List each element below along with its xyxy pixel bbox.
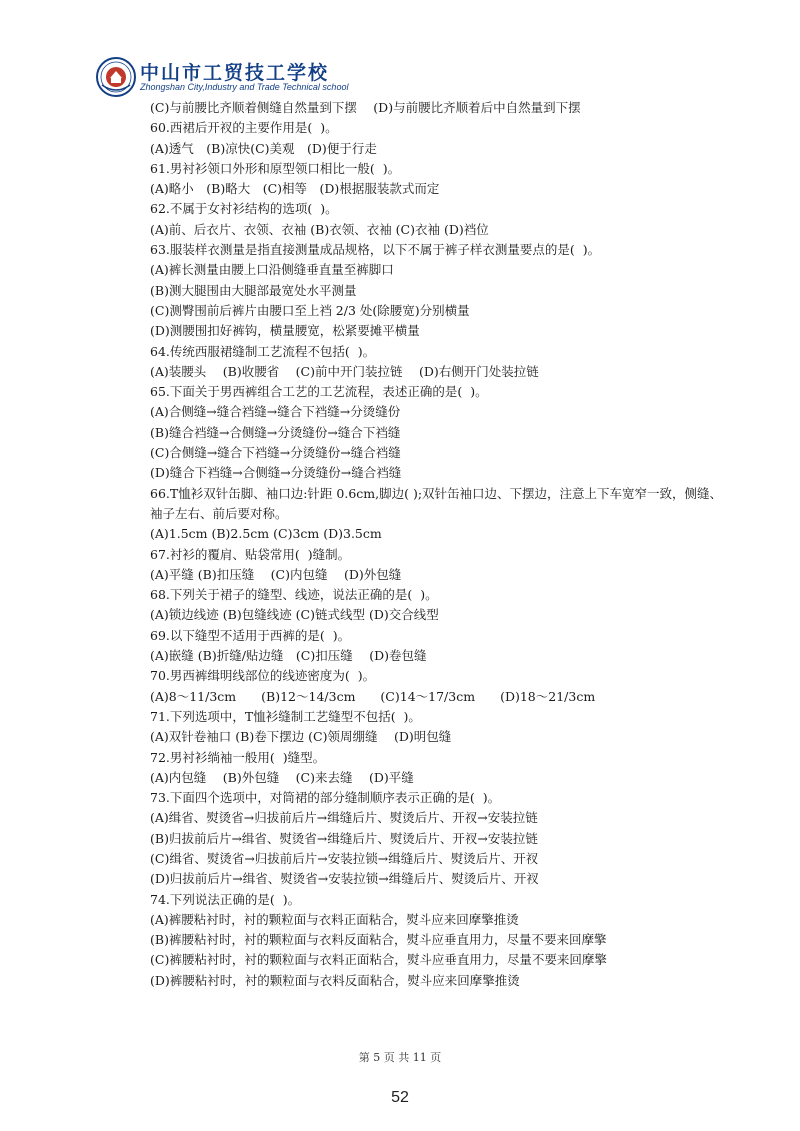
text-line: (A)裤腰粘衬时，衬的颗粒面与衣料正面粘合，熨斗应来回摩擎推烫 [150, 911, 519, 927]
text-line: 74.下列说法正确的是( )。 [150, 891, 301, 907]
text-line: 72.男衬衫绱袖一般用( )缝型。 [150, 749, 326, 765]
text-line: (D)缝合下裆缝→合侧缝→分烫缝份→缝合裆缝 [150, 465, 402, 481]
text-line: (C)与前腰比齐顺着侧缝自然量到下摆 (D)与前腰比齐顺着后中自然量到下摆 [150, 100, 581, 115]
text-line: (B)裤腰粘衬时，衬的颗粒面与衣料反面粘合，熨斗应垂直用力，尽量不要来回摩擎 [150, 932, 607, 948]
text-line: (A)缉省、熨烫省→归拔前后片→缉缝后片、熨烫后片、开衩→安装拉链 [150, 810, 538, 826]
question-list [150, 98, 725, 991]
text-line: (A)1.5cm (B)2.5cm (C)3cm (D)3.5cm [150, 526, 382, 542]
text-line: (A)裤长测量由腰上口沿侧缝垂直量至裤脚口 [150, 262, 394, 278]
text-line: 69.以下缝型不适用于西裤的是( )。 [150, 627, 351, 643]
text-line: (A)略小 (B)略大 (C)相等 (D)根据服装款式而定 [150, 181, 440, 197]
text-line: (C)合侧缝→缝合下裆缝→分烫缝份→缝合裆缝 [150, 445, 401, 461]
text-line: (C)测臀围前后裤片由腰口至上裆 2/3 处(除腰宽)分别横量 [150, 302, 470, 318]
text-line: 68.下列关于裙子的缝型、线迹，说法正确的是( )。 [150, 587, 438, 603]
text-line: (D)归拔前后片→缉省、熨烫省→安装拉锁→缉缝后片、熨烫后片、开衩 [150, 871, 539, 887]
school-name-en: Zhongshan City,Industry and Trade Technical school [140, 82, 349, 92]
text-line: 63.服装样衣测量是指直接测量成品规格，以下不属于裤子样衣测量要点的是( )。 [150, 242, 601, 258]
text-line: 61.男衬衫领口外形和原型领口相比一般( )。 [150, 160, 401, 176]
text-line: (A)锁边线迹 (B)包缝线迹 (C)链式线型 (D)交合线型 [150, 607, 439, 623]
text-line: 60.西裙后开衩的主要作用是( )。 [150, 120, 338, 136]
text-line: (A)前、后衣片、衣领、衣袖 (B)衣领、衣袖 (C)衣袖 (D)裆位 [150, 221, 489, 237]
text-line: (A)8～11/3cm (B)12～14/3cm (C)14～17/3cm (D)18～21/3cm [150, 688, 596, 704]
text-line: (A)嵌缝 (B)折缝/贴边缝 (C)扣压缝 (D)卷包缝 [150, 648, 427, 664]
text-line: 71.下列选项中，T恤衫缝制工艺缝型不包括( )。 [150, 708, 421, 724]
text-line: 70.男西裤缉明线部位的线迹密度为( )。 [150, 668, 376, 684]
text-line: (A)透气 (B)凉快(C)美观 (D)便于行走 [150, 140, 377, 156]
text-line: (D)测腰围扣好裤钩，横量腰宽，松紧要摊平横量 [150, 323, 420, 339]
page-number: 52 [391, 1089, 409, 1106]
text-line: 67.衬衫的覆肩、贴袋常用( )缝制。 [150, 546, 351, 562]
school-name: 中山市工贸技工学校 [140, 62, 330, 84]
text-line: (A)内包缝 (B)外包缝 (C)来去缝 (D)平缝 [150, 769, 414, 785]
text-line: 65.下面关于男西裤组合工艺的工艺流程，表述正确的是( )。 [150, 384, 488, 400]
text-line: (A)合侧缝→缝合裆缝→缝合下裆缝→分烫缝份 [150, 404, 401, 420]
text-line: (A)平缝 (B)扣压缝 (C)内包缝 (D)外包缝 [150, 566, 402, 582]
text-line: 62.不属于女衬衫结构的选项( )。 [150, 201, 338, 217]
school-logo-icon [96, 57, 136, 97]
text-line: (B)测大腿围由大腿部最宽处水平测量 [150, 282, 357, 298]
text-line: (C)缉省、熨烫省→归拔前后片→安装拉锁→缉缝后片、熨烫后片、开衩 [150, 850, 539, 866]
text-line: 73.下面四个选项中，对筒裙的部分缝制顺序表示正确的是( )。 [150, 790, 501, 806]
text-line: (A)双针卷袖口 (B)卷下摆边 (C)领周绷缝 (D)明包缝 [150, 729, 452, 745]
text-line: 66.T恤衫双针缶脚、袖口边:针距 0.6cm,脚边( );双针缶袖口边、下摆边，注意上下车宽窄一致，侧缝、袖子左右、前后要对称。 [150, 485, 723, 521]
page-footer: 第 5 页 共 11 页 [358, 1051, 442, 1064]
text-line: (C)裤腰粘衬时，衬的颗粒面与衣料正面粘合，熨斗应垂直用力，尽量不要来回摩擎 [150, 952, 607, 968]
text-line: (A)装腰头 (B)收腰省 (C)前中开门装拉链 (D)右侧开门处装拉链 [150, 363, 539, 379]
text-line: (B)缝合裆缝→合侧缝→分烫缝份→缝合下裆缝 [150, 424, 401, 440]
text-line: 64.传统西服裙缝制工艺流程不包括( )。 [150, 343, 376, 359]
text-line: (D)裤腰粘衬时，衬的颗粒面与衣料反面粘合，熨斗应来回摩擎推烫 [150, 972, 520, 988]
text-line: (B)归拔前后片→缉省、熨烫省→缉缝后片、熨烫后片、开衩→安装拉链 [150, 830, 538, 846]
